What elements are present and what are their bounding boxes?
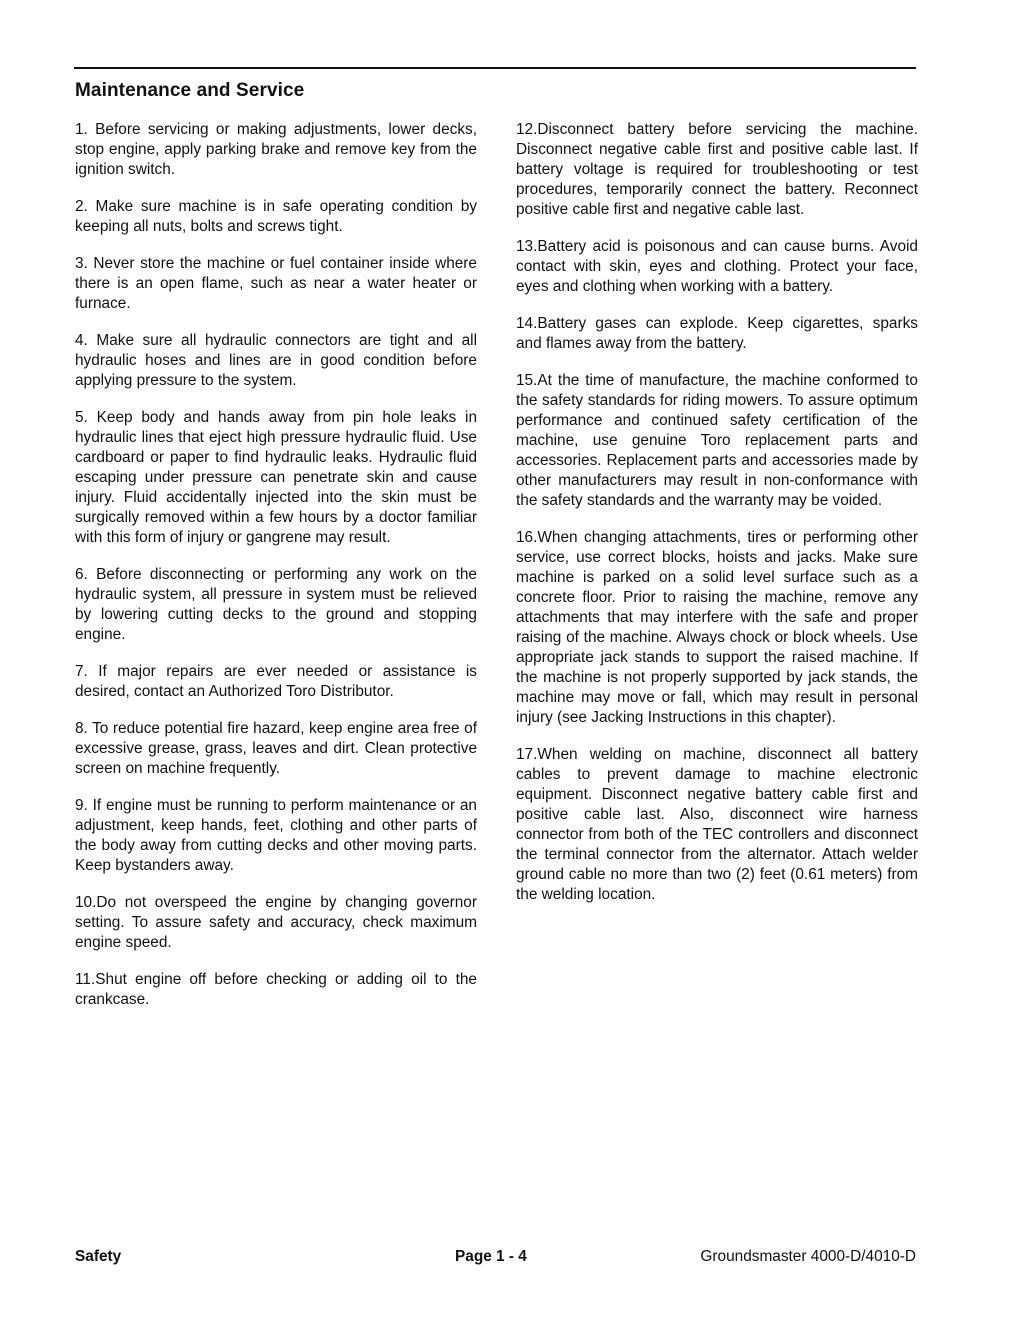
list-item: 8. To reduce potential fire hazard, keep engine area free of excessive grease, grass, leaves and dirt. Clean protective screen on machine frequently.	[75, 720, 477, 777]
list-item: 7. If major repairs are ever needed or assistance is desired, contact an Authorized Toro Distributor.	[75, 663, 477, 700]
list-item: 11.Shut engine off before checking or adding oil to the crankcase.	[75, 971, 477, 1008]
list-item: 17.When welding on machine, disconnect all battery cables to prevent damage to machine electronic equipment. Disconnect negative battery cable first and positive cable last. Also, disconnect wire harness connector from both of the TEC controllers and disconnect the terminal connector from the alternator. Attach welder ground cable no more than two (2) feet (0.61 meters) from the welding location.	[516, 746, 918, 903]
list-item: 13.Battery acid is poisonous and can cause burns. Avoid contact with skin, eyes and clothing. Protect your face, eyes and clothing when working with a battery.	[516, 238, 918, 295]
list-item: 5. Keep body and hands away from pin hole leaks in hydraulic lines that eject high pressure hydraulic fluid. Use cardboard or paper to find hydraulic leaks. Hydraulic fluid escaping under pressure can penetrate skin and cause injury. Fluid accidentally injected into the skin must be surgically removed within a few hours by a doctor familiar with this form of injury or gangrene may result.	[75, 409, 477, 546]
footer-page-number: Page 1 - 4	[455, 1248, 527, 1265]
left-column	[75, 120, 477, 1027]
section-title: Maintenance and Service	[75, 80, 305, 101]
footer-section: Safety	[75, 1248, 122, 1265]
list-item: 15.At the time of manufacture, the machine conformed to the safety standards for riding mowers. To assure optimum performance and continued safety certification of the machine, use genuine Toro replacement parts and accessories. Replacement parts and accessories made by other manufacturers may result in non-conformance with the safety standards and the warranty may be voided.	[516, 372, 918, 509]
list-item: 1. Before servicing or making adjustments, lower decks, stop engine, apply parking brake and remove key from the ignition switch.	[75, 121, 477, 178]
header-rule	[74, 67, 916, 69]
list-item: 10.Do not overspeed the engine by changing governor setting. To assure safety and accuracy, check maximum engine speed.	[75, 894, 477, 951]
footer-model: Groundsmaster 4000-D/4010-D	[700, 1248, 916, 1265]
list-item: 12.Disconnect battery before servicing the machine. Disconnect negative cable first and positive cable last. If battery voltage is required for troubleshooting or test procedures, temporarily connect the battery. Reconnect positive cable first and negative cable last.	[516, 121, 918, 218]
list-item: 9. If engine must be running to perform maintenance or an adjustment, keep hands, feet, clothing and other parts of the body away from cutting decks and other moving parts. Keep bystanders away.	[75, 797, 477, 874]
list-item: 2. Make sure machine is in safe operating condition by keeping all nuts, bolts and screws tight.	[75, 198, 477, 235]
list-item: 6. Before disconnecting or performing any work on the hydraulic system, all pressure in system must be relieved by lowering cutting decks to the ground and stopping engine.	[75, 566, 477, 643]
list-item: 3. Never store the machine or fuel container inside where there is an open flame, such as near a water heater or furnace.	[75, 255, 477, 312]
list-item: 16.When changing attachments, tires or performing other service, use correct blocks, hoists and jacks. Make sure machine is parked on a solid level surface such as a concrete floor. Prior to raising the machine, remove any attachments that may interfere with the safe and proper raising of the machine. Always chock or block wheels. Use appropriate jack stands to support the raised machine. If the machine is not properly supported by jack stands, the machine may move or fall, which may result in personal injury (see Jacking Instructions in this chapter).	[516, 529, 918, 726]
list-item: 4. Make sure all hydraulic connectors are tight and all hydraulic hoses and lines are in good condition before applying pressure to the system.	[75, 332, 477, 389]
list-item: 14.Battery gases can explode. Keep cigarettes, sparks and flames away from the battery.	[516, 315, 918, 352]
right-column	[516, 120, 918, 922]
